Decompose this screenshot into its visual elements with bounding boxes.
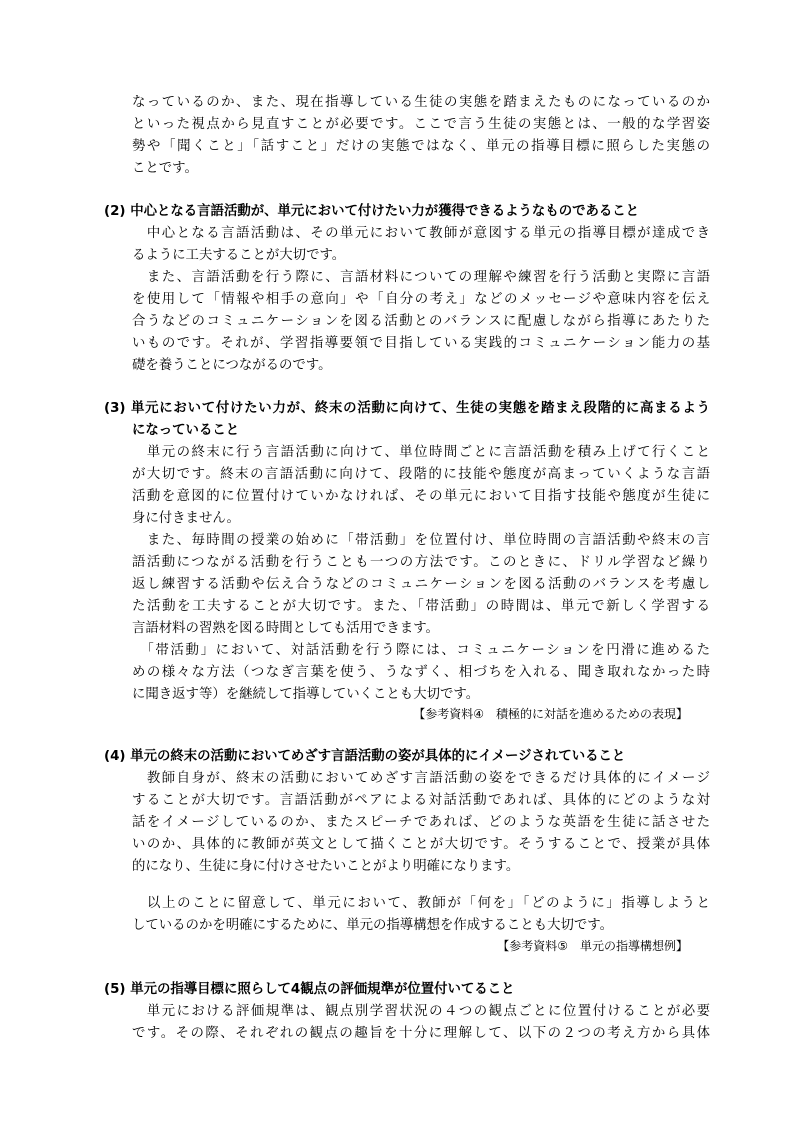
section-4-line: いのか、具体的に教師が英文として描くことが大切です。そうすることで、授業が具体: [132, 837, 710, 852]
section-2-heading: (2) 中心となる言語活動が、単元において付けたい力が獲得できるようなものであること: [104, 204, 640, 219]
section-3-line: に聞き返す等）を継続して指導していくことも大切です。: [132, 687, 480, 702]
section-3-line: めの様々な方法（つなぎ言葉を使う、うなずく、相づちを入れる、聞き取れなかった時: [132, 665, 710, 680]
section-2-line: 合うなどのコミュニケーションを図る活動とのバランスに配慮しながら指導にあたりた: [132, 314, 710, 329]
section-2-line: 礎を養うことにつながるのです。: [132, 358, 332, 373]
section-2-line: また、言語活動を行う際に、言語材料についての理解や練習を行う活動と実際に言語: [132, 270, 710, 285]
section-3-line: が大切です。終末の言語活動に向けて、段階的に技能や態度が高まっていくような言語: [132, 467, 710, 482]
section-4-line: 話をイメージしているのか、またスピーチであれば、どのような英語を生徒に話させた: [132, 815, 710, 830]
reference-note-4: 【参考資料④ 積極的に対話を進めるための表現】: [413, 707, 688, 721]
intro-line: ことです。: [132, 161, 198, 176]
section-3-line: 返し練習する活動や伝え合うなどのコミュニケーションを図る活動のバランスを考慮し: [132, 577, 710, 592]
section-3-line: 単元の終末に行う言語活動に向けて、単位時間ごとに言語活動を積み上げて行くこと: [132, 445, 710, 460]
section-3-line: た活動を工夫することが大切です。また、「帯活動」の時間は、単元で新しく学習する: [132, 599, 710, 614]
intro-line: 勢や「聞くこと」「話すこと」だけの実態ではなく、単元の指導目標に照らした実態の: [132, 139, 710, 154]
section-2-line: いものです。それが、学習指導要領で目指している実践的コミュニケーション能力の基: [132, 336, 710, 351]
section-2-line: るように工夫することが大切です。: [132, 248, 346, 263]
section-4-line: することが大切です。言語活動がペアによる対話活動であれば、具体的にどのような対: [132, 793, 710, 808]
section-4-line: 教師自身が、終末の活動においてめざす言語活動の姿をできるだけ具体的にイメージ: [132, 771, 710, 786]
section-3-heading-continued: になっていること: [132, 423, 240, 438]
section-3-line: 身に付きません。: [132, 511, 240, 526]
section-2-line: を使用して「情報や相手の意向」や「自分の考え」などのメッセージや意味内容を伝え: [132, 292, 710, 307]
section-5-line: です。その際、それぞれの観点の趣旨を十分に理解して、以下の２つの考え方から具体: [132, 1026, 710, 1041]
section-5-line: 単元における評価規準は、観点別学習状況の４つの観点ごとに位置付けることが必要: [132, 1004, 710, 1019]
section-3-line: 語活動につながる活動を行うことも一つの方法です。このときに、ドリル学習など繰り: [132, 555, 710, 570]
summary-line: 以上のことに留意して、単元において、教師が「何を」「どのように」指導しようと: [132, 896, 710, 911]
section-3-line: 言語材料の習熟を図る時間としても活用できます。: [132, 621, 439, 636]
section-4-heading: (4) 単元の終末の活動においてめざす言語活動の姿が具体的にイメージされていること: [104, 749, 626, 764]
section-2-line: 中心となる言語活動は、その単元において教師が意図する単元の指導目標が達成でき: [132, 226, 710, 241]
section-3-line: また、毎時間の授業の始めに「帯活動」を位置付け、単位時間の言語活動や終末の言: [132, 533, 710, 548]
summary-line: しているのかを明確にするために、単元の指導構想を作成することも大切です。: [132, 918, 613, 933]
section-5-heading: (5) 単元の指導目標に照らして4観点の評価規準が位置付いてること: [104, 982, 515, 997]
intro-line: といった視点から見直すことが必要です。ここで言う生徒の実態とは、一般的な学習姿: [132, 117, 710, 132]
section-4-line: 的になり、生徒に身に付けさせたいことがより明確になります。: [132, 859, 520, 874]
intro-line: なっているのか、また、現在指導している生徒の実態を踏まえたものになっているのか: [132, 95, 710, 110]
section-3-line: 活動を意図的に位置付けていかなければ、その単元において目指す技能や態度が生徒に: [132, 489, 710, 504]
reference-note-5: 【参考資料⑤ 単元の指導構想例】: [497, 939, 688, 953]
section-3-heading: (3) 単元において付けたい力が、終末の活動に向けて、生徒の実態を踏まえ段階的に高まるよう: [104, 401, 710, 416]
section-3-line: 「帯活動」において、対話活動を行う際には、コミュニケーションを円滑に進めるた: [132, 643, 710, 658]
